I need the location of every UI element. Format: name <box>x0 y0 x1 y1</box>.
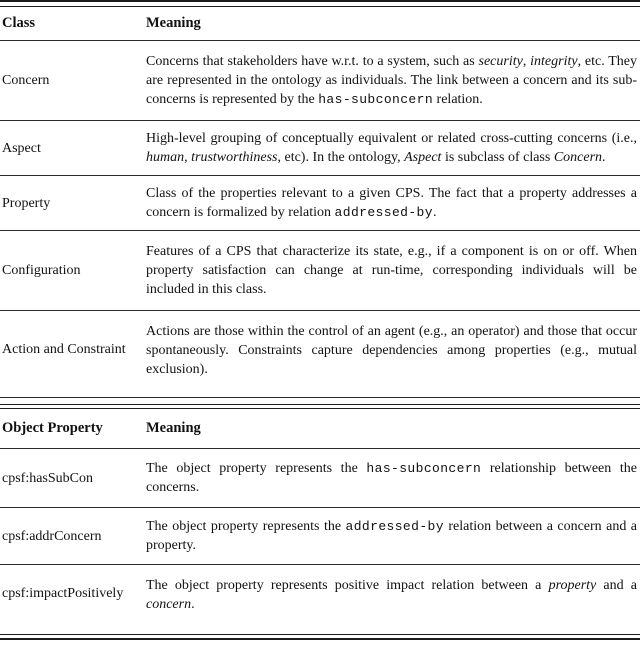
meaning-column-header: Meaning <box>146 7 640 41</box>
meaning-column-header-2: Meaning <box>146 409 640 449</box>
class-cell-concern: Concern <box>0 41 146 121</box>
class-cell-property: Property <box>0 176 146 231</box>
class-cell-aspect: Aspect <box>0 121 146 176</box>
meaning-cell-configuration: Features of a CPS that characterize its state, e.g., if a component is on or off. When property satisfaction can change at run-time, corresponding individuals will be included in this class. <box>146 231 640 311</box>
table-row-aspect <box>0 121 640 176</box>
property-cell-has-sub-con: cpsf:hasSubCon <box>0 449 146 508</box>
meaning-cell-impact-positively: The object property represents positive impact relation between a property and a concern. <box>146 578 637 612</box>
bottom-double-rule <box>0 634 640 640</box>
property-cell-impact-positively: cpsf:impactPositively <box>2 586 124 601</box>
object-property-table <box>0 409 640 634</box>
table-row-configuration <box>0 231 640 311</box>
meaning-cell-action-and-constraint: Actions are those within the control of an agent (e.g., an operator) and those that occur spontaneously. Constraints capture dependencies among properties (e.g., mutual exclusion). <box>146 311 640 398</box>
class-column-header: Class <box>0 7 146 41</box>
class-cell-action-and-constraint: Action and Constraint <box>0 311 146 398</box>
class-table <box>0 7 640 398</box>
table-row-concern <box>0 41 640 121</box>
table-row-impact-positively <box>0 565 640 635</box>
meaning-cell-aspect: High-level grouping of conceptually equivalent or related cross-cutting concerns (i.e., human, trustworthiness, etc). In the ontology, Aspect is subclass of class Concern. <box>146 121 640 176</box>
property-cell-addr-concern: cpsf:addrConcern <box>0 508 146 565</box>
object-property-table-header-row <box>0 409 640 449</box>
meaning-cell-property: Class of the properties relevant to a given CPS. The fact that a property addresses a concern is formalized by relation addressed-by. <box>146 176 640 231</box>
meaning-cell-has-sub-con: The object property represents the has-subconcern relationship between the concerns. <box>146 449 640 508</box>
table-row-addr-concern <box>0 508 640 565</box>
meaning-cell-concern: Concerns that stakeholders have w.r.t. to a system, such as security, integrity, etc. They are represented in the ontology as individuals. The link between a concern and its sub-concerns is represented by the has-subconcern relation. <box>146 41 640 121</box>
meaning-cell-addr-concern: The object property represents the addressed-by relation between a concern and a property. <box>146 508 640 565</box>
class-cell-configuration: Configuration <box>0 231 146 311</box>
top-double-rule <box>0 0 640 7</box>
table-row-has-sub-con <box>0 449 640 508</box>
object-property-column-header: Object Property <box>0 409 146 449</box>
table-row-action-and-constraint <box>0 311 640 398</box>
table-row-property <box>0 176 640 231</box>
class-table-header-row <box>0 7 640 41</box>
